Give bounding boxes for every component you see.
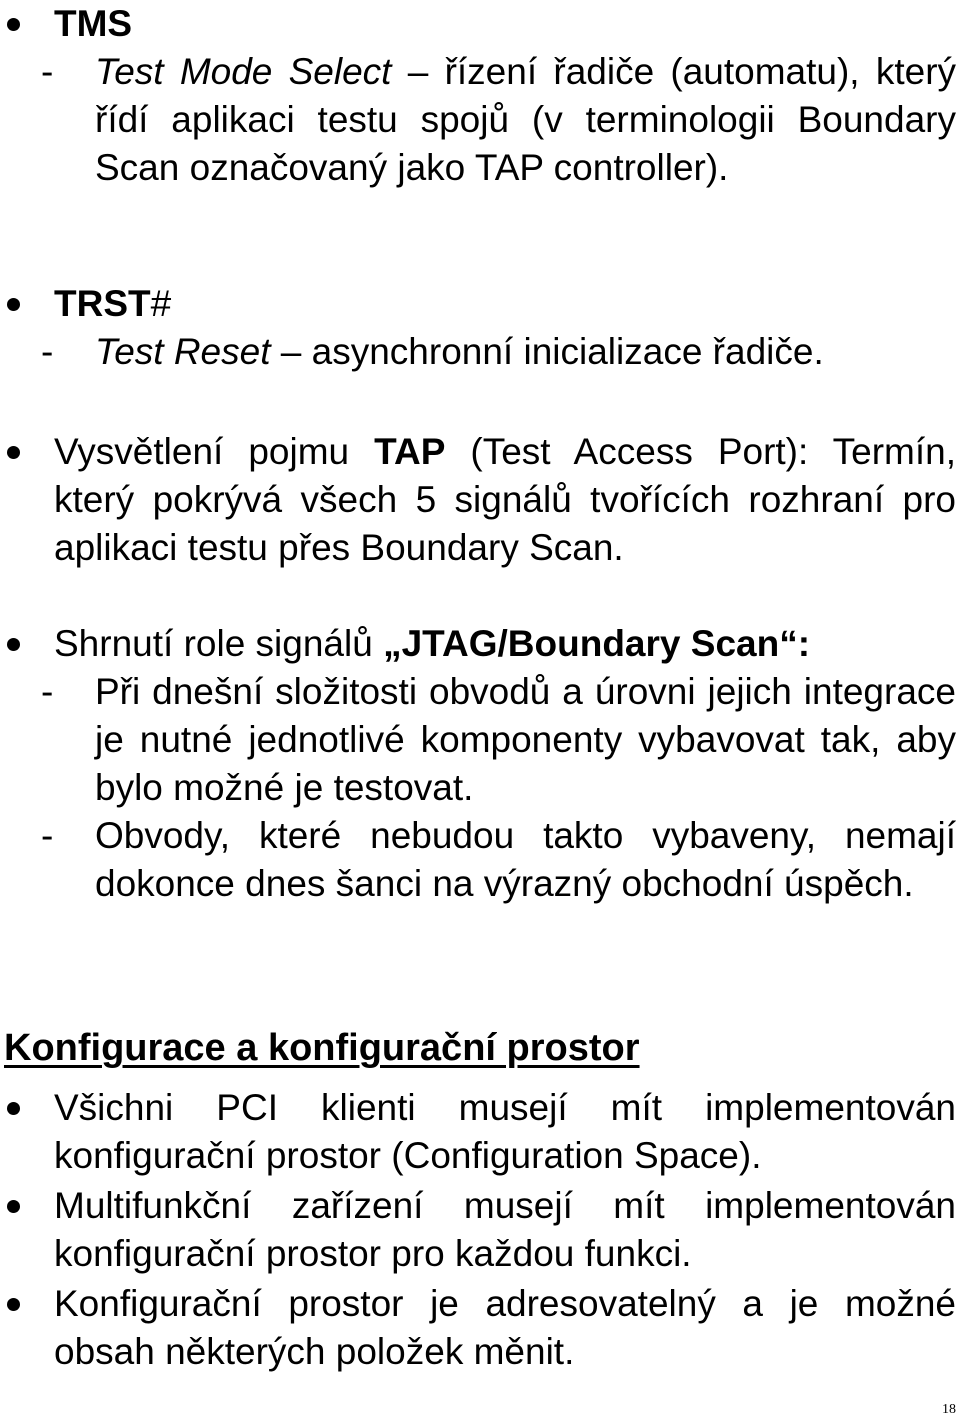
summary-subject: JTAG/Boundary Scan (401, 623, 780, 664)
page-number: 18 (942, 1402, 956, 1417)
bullet-icon (7, 1298, 20, 1311)
trst-item (0, 280, 960, 376)
section-bullet-item (0, 1280, 960, 1376)
section-bullet-text (0, 1182, 960, 1278)
dash-marker: - (41, 331, 54, 372)
section-bullet-label: Všichni PCI klienti musejí mít implementován konfigurační prostor (Configuration Space). (54, 1087, 956, 1176)
section-heading: Konfigurace a konfigurační prostor (4, 1027, 640, 1069)
summary-open-quote: „ (383, 623, 402, 664)
tap-intro: Vysvětlení pojmu (54, 431, 350, 472)
bullet-icon (7, 638, 20, 651)
bullet-icon (7, 1200, 20, 1213)
section-bullet-item (0, 1084, 960, 1180)
tap-definition: (Test Access Port): Termín, který pokrývá všech 5 signálů tvořících rozhraní pro aplikaci testu přes Boundary Scan. (54, 431, 956, 568)
section-bullet-label: Multifunkční zařízení musejí mít implementován konfigurační prostor pro každou funkci. (54, 1185, 956, 1274)
tms-item (0, 0, 960, 192)
tms-description-text: řízení řadiče (automatu), který řídí aplikaci testu spojů (v terminologii Boundary Scan označovaný jako TAP controller). (95, 51, 957, 188)
bullet-icon (7, 446, 20, 459)
summary-intro: Shrnutí role signálů (54, 623, 373, 664)
dash-marker: - (41, 51, 54, 92)
trst-name: TRST (54, 283, 151, 324)
tms-name: TMS (54, 3, 133, 44)
trst-heading-row (0, 280, 960, 328)
bullet-icon (7, 1102, 20, 1115)
summary-point (0, 812, 960, 908)
section-bullet-text (0, 1084, 960, 1180)
trst-term: Test Reset (95, 331, 271, 372)
tms-heading-row (0, 0, 960, 48)
section-bullet-label: Konfigurační prostor je adresovatelný a je možné obsah některých položek měnit. (54, 1283, 956, 1372)
section-bullet-text (0, 1280, 960, 1376)
trst-description-text: asynchronní inicializace řadiče. (311, 331, 824, 372)
summary-point (0, 668, 960, 812)
summary-close-quote: “: (779, 623, 811, 664)
tms-dash: – (407, 51, 429, 92)
tms-term: Test Mode Select (95, 51, 392, 92)
trst-dash: – (280, 331, 302, 372)
dash-marker: - (41, 815, 54, 856)
tap-name: TAP (374, 431, 446, 472)
summary-heading-row (0, 620, 960, 668)
dash-marker: - (41, 671, 54, 712)
summary-item (0, 620, 960, 908)
bullet-icon (7, 298, 20, 311)
section-bullet-item (0, 1182, 960, 1278)
summary-point-text: Obvody, které nebudou takto vybaveny, nemají dokonce dnes šanci na výrazný obchodní úspěch. (95, 815, 956, 904)
bullet-icon (7, 18, 20, 31)
summary-point-text: Při dnešní složitosti obvodů a úrovni jejich integrace je nutné jednotlivé komponenty vybavovat tak, aby bylo možné je testovat. (95, 671, 956, 808)
tap-item (0, 428, 960, 572)
tap-paragraph (0, 428, 960, 572)
tms-description (0, 48, 960, 192)
trst-description (0, 328, 960, 376)
trst-suffix: # (150, 283, 172, 324)
